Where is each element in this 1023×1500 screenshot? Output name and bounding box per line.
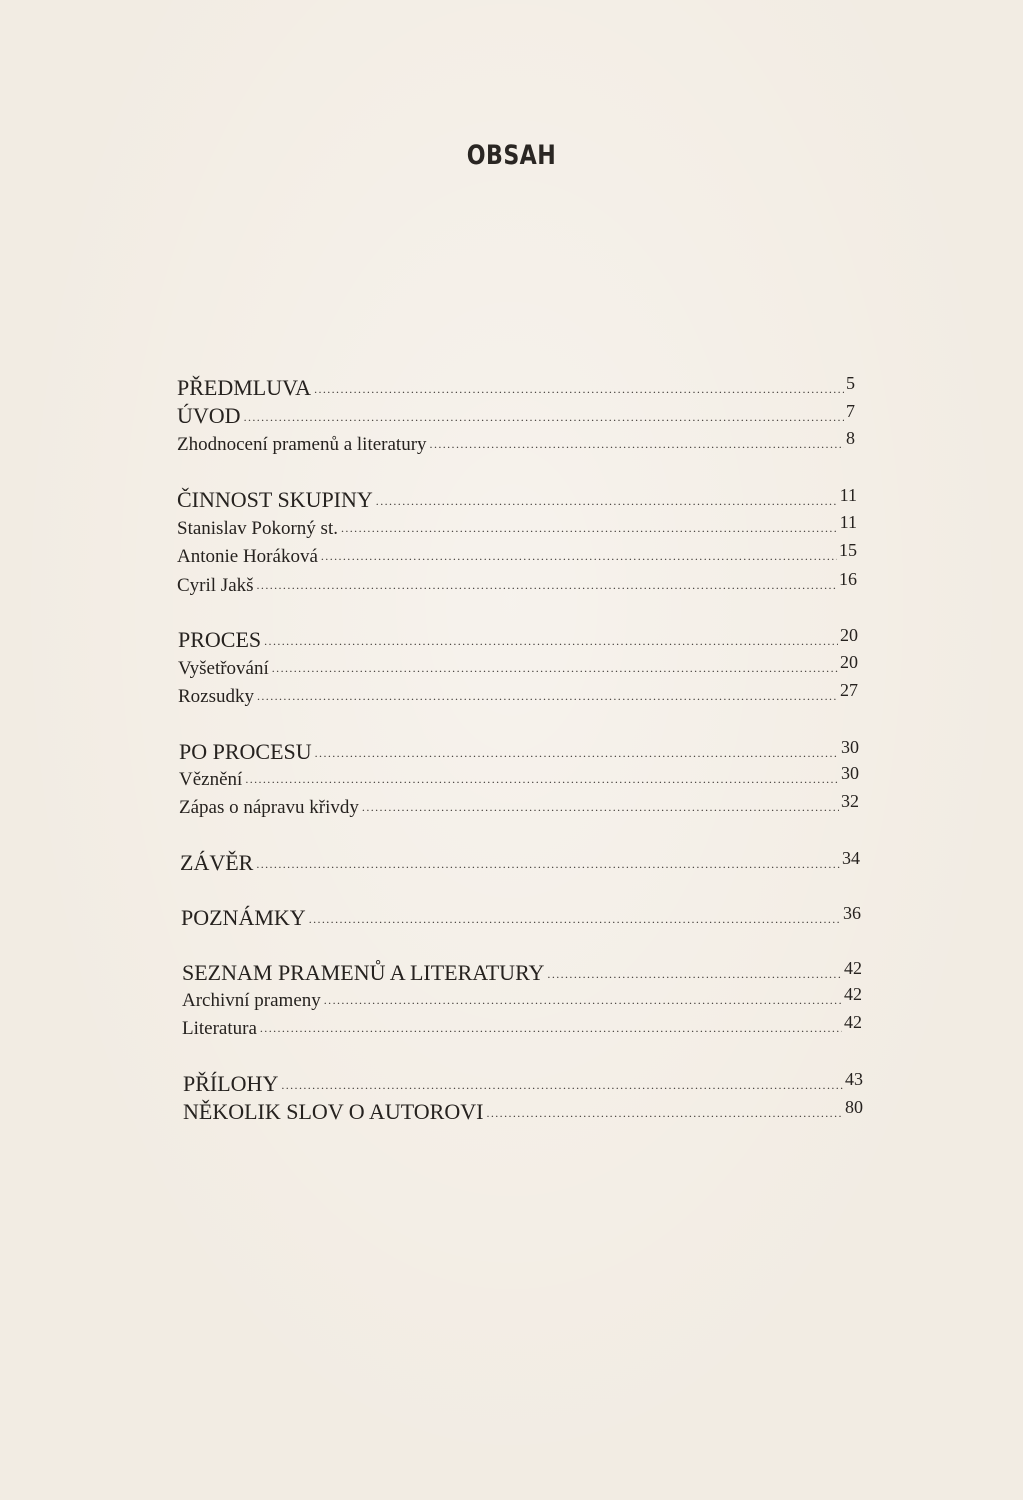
toc-entry-page: 5 — [846, 373, 855, 393]
toc-entry-page: 27 — [840, 680, 858, 700]
dot-leader — [376, 494, 838, 509]
toc-entry-page: 8 — [846, 428, 855, 448]
toc-entry-page: 30 — [841, 737, 859, 757]
toc-entry-page: 34 — [842, 848, 860, 868]
toc-entry-page: 32 — [841, 791, 859, 811]
dot-leader — [281, 1078, 843, 1093]
toc-entry-label: Zápas o nápravu křivdy — [179, 797, 359, 818]
toc-entry-page: 7 — [846, 401, 855, 421]
dot-leader — [430, 437, 844, 452]
toc-entry — [177, 487, 857, 513]
toc-entry — [182, 1012, 862, 1040]
toc-entry-label: Literatura — [182, 1018, 257, 1039]
toc-entry — [178, 627, 858, 653]
dot-leader — [260, 1021, 842, 1036]
toc-entry-page: 36 — [843, 903, 861, 923]
dot-leader — [245, 772, 839, 787]
toc-entry-label: Rozsudky — [178, 686, 254, 707]
toc-entry-page: 42 — [844, 958, 862, 978]
dot-leader — [309, 912, 841, 927]
toc-entry-page: 15 — [839, 540, 857, 560]
toc-entry — [177, 540, 857, 568]
toc-entry-page: 30 — [841, 763, 859, 783]
toc-entry — [183, 1071, 863, 1097]
dot-leader — [362, 800, 839, 815]
dot-leader — [321, 549, 837, 564]
toc-entry-page: 42 — [844, 984, 862, 1004]
toc-entry — [179, 791, 859, 819]
toc-entry-label: Zhodnocení pramenů a literatury — [177, 434, 427, 455]
toc-entry-label: ÚVOD — [177, 403, 241, 428]
toc-entry-page: 20 — [840, 625, 858, 645]
toc-entry-label: PO PROCESU — [179, 739, 312, 764]
dot-leader — [244, 410, 844, 425]
toc-entry — [182, 960, 862, 986]
toc-entry-page: 42 — [844, 1012, 862, 1032]
dot-leader — [256, 857, 840, 872]
dot-leader — [257, 578, 837, 593]
dot-leader — [257, 689, 838, 704]
toc-entry-page: 20 — [840, 652, 858, 672]
toc-entry — [179, 763, 859, 791]
toc-entry-label: Cyril Jakš — [177, 575, 254, 596]
toc-entry-page: 43 — [845, 1069, 863, 1089]
toc-entry-label: ZÁVĚR — [180, 850, 254, 875]
toc-entry-page: 80 — [845, 1097, 863, 1117]
toc-entry-label: Stanislav Pokorný st. — [177, 518, 338, 539]
toc-entry-label: PŘÍLOHY — [183, 1071, 279, 1096]
toc-entry-page: 16 — [839, 569, 857, 589]
toc-entry-label: Vyšetřování — [178, 658, 269, 679]
toc-entry — [177, 375, 855, 401]
toc-entry-label: PROCES — [178, 627, 262, 652]
dot-leader — [264, 634, 838, 649]
toc-entry-label: PŘEDMLUVA — [177, 375, 312, 400]
toc-entry — [181, 905, 861, 931]
toc-entry — [177, 428, 855, 456]
toc-entry — [178, 652, 858, 680]
toc-entry-page: 11 — [839, 512, 857, 532]
toc-entry — [177, 403, 855, 429]
toc-entry-label: POZNÁMKY — [181, 905, 306, 930]
toc-entry — [179, 739, 859, 765]
toc-entry — [178, 680, 858, 708]
toc-entry-label: ČINNOST SKUPINY — [177, 487, 373, 512]
toc-entry-label: Věznění — [179, 769, 243, 790]
toc-entry — [177, 569, 857, 597]
toc-entry-page: 11 — [839, 485, 857, 505]
toc-entry-label: Antonie Horáková — [177, 546, 318, 567]
toc-entry-label: Archivní prameny — [182, 990, 321, 1011]
toc-entry — [180, 850, 860, 876]
dot-leader — [272, 661, 838, 676]
dot-leader — [486, 1106, 843, 1121]
toc-entry-label: NĚKOLIK SLOV O AUTOROVI — [183, 1099, 484, 1124]
dot-leader — [547, 967, 842, 982]
toc-entry — [182, 984, 862, 1012]
toc-entry — [177, 512, 857, 540]
toc-entry-label: SEZNAM PRAMENŮ A LITERATURY — [182, 960, 545, 985]
page-title: OBSAH — [466, 140, 557, 171]
dot-leader — [324, 993, 842, 1008]
dot-leader — [341, 521, 838, 536]
toc-entry — [183, 1099, 863, 1125]
dot-leader — [314, 382, 844, 397]
dot-leader — [315, 746, 839, 761]
